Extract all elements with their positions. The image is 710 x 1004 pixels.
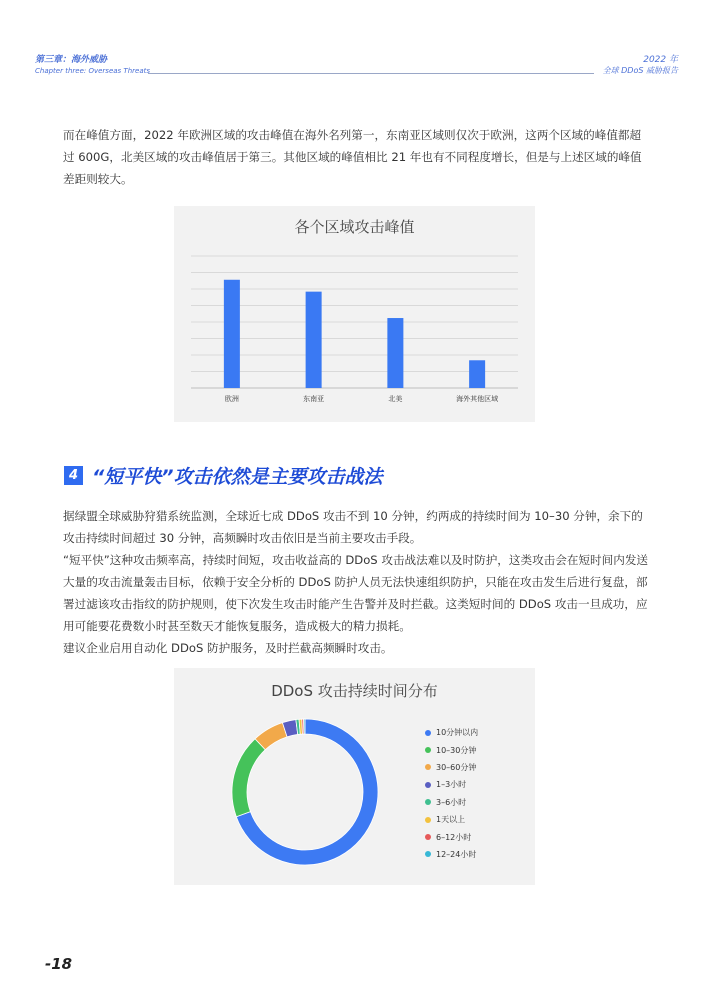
legend-swatch [425, 817, 431, 823]
section-heading [64, 463, 382, 487]
legend-item [425, 846, 478, 863]
chapter-title-en: Chapter three: Overseas Threats [35, 67, 150, 75]
legend-label: 3–6小时 [436, 797, 467, 807]
running-header-right [603, 55, 678, 76]
legend-swatch [425, 799, 431, 805]
page-number: -18 [45, 955, 73, 973]
donut-chart-svg [174, 668, 535, 885]
bar [306, 292, 322, 388]
legend-item [425, 811, 478, 828]
running-header-left [35, 55, 150, 76]
region-peak-chart [174, 206, 535, 422]
legend-swatch [425, 730, 431, 736]
paragraph-line: “短平快”这种攻击频率高，持续时间短，攻击收益高的 DDoS 攻击战法难以及时防护，这类攻击会在短时间内发送大量的攻击流量轰击目标，依赖于安全分析的 DDoS 防护人员无法快速组织防护，只能在攻击发生后进行复盘，部署过滤该攻击指纹的防护规则，使下次发生攻击时能产生告警并及时拦截。这类短时间的 DDoS 攻击一旦成功，应用可能要花费数小时甚至数天才能恢复服务，造成极大的精力损耗。 [63, 553, 649, 633]
legend-item [425, 794, 478, 811]
report-title: 全球 DDoS 威胁报告 [602, 66, 678, 75]
legend-label: 10分钟以内 [436, 728, 479, 738]
legend-label: 6–12小时 [436, 832, 472, 842]
legend-label: 12–24小时 [436, 849, 477, 859]
legend-swatch [425, 747, 431, 753]
legend-label: 10–30分钟 [436, 745, 477, 755]
section-number: 4 [64, 466, 83, 485]
duration-distribution-chart [174, 668, 535, 885]
donut-legend [425, 724, 478, 863]
legend-label: 30–60分钟 [436, 762, 477, 772]
category-label: 欧洲 [224, 395, 239, 403]
bar [469, 360, 485, 388]
paragraph-line: 据绿盟全球威胁狩猎系统监测，全球近七成 DDoS 攻击不到 10 分钟，约两成的持续时间为 10–30 分钟，余下的攻击持续时间超过 30 分钟，高频瞬时攻击依旧是当前主要攻击手段。 [63, 509, 643, 545]
legend-item [425, 741, 478, 758]
legend-swatch [425, 851, 431, 857]
legend-label: 1天以上 [436, 815, 466, 825]
category-label: 海外其他区域 [456, 395, 499, 403]
paragraph-peak-values: 而在峰值方面，2022 年欧洲区域的攻击峰值在海外名列第一，东南亚区域则仅次于欧洲，这两个区域的峰值都超过 600G，北美区域的攻击峰值居于第三。其他区域的峰值相比 21 年也有不同程度增长，但是与上述区域的峰值差距则较大。 [63, 128, 642, 186]
chart-title: 各个区域攻击峰值 [294, 218, 415, 236]
legend-item [425, 828, 478, 845]
donut-slice [304, 719, 305, 734]
category-label: 北美 [388, 395, 403, 403]
legend-label: 1–3小时 [436, 780, 467, 790]
paragraph-short-attacks [63, 505, 648, 659]
report-year: 2022 年 [643, 55, 678, 65]
chapter-title-cn: 第三章：海外威胁 [35, 55, 108, 65]
legend-swatch [425, 764, 431, 770]
chart-title: DDoS 攻击持续时间分布 [271, 682, 438, 700]
legend-item [425, 776, 478, 793]
donut-slice [232, 739, 265, 817]
category-label: 东南亚 [303, 395, 325, 403]
bar [387, 318, 403, 388]
bar-chart-svg [174, 206, 535, 422]
legend-swatch [425, 782, 431, 788]
legend-item [425, 759, 478, 776]
header-divider [148, 73, 594, 74]
bar [224, 280, 240, 388]
legend-swatch [425, 834, 431, 840]
paragraph-line: 建议企业启用自动化 DDoS 防护服务，及时拦截高频瞬时攻击。 [63, 641, 393, 655]
section-title: “短平快”攻击依然是主要攻击战法 [92, 465, 383, 488]
legend-item [425, 724, 478, 741]
